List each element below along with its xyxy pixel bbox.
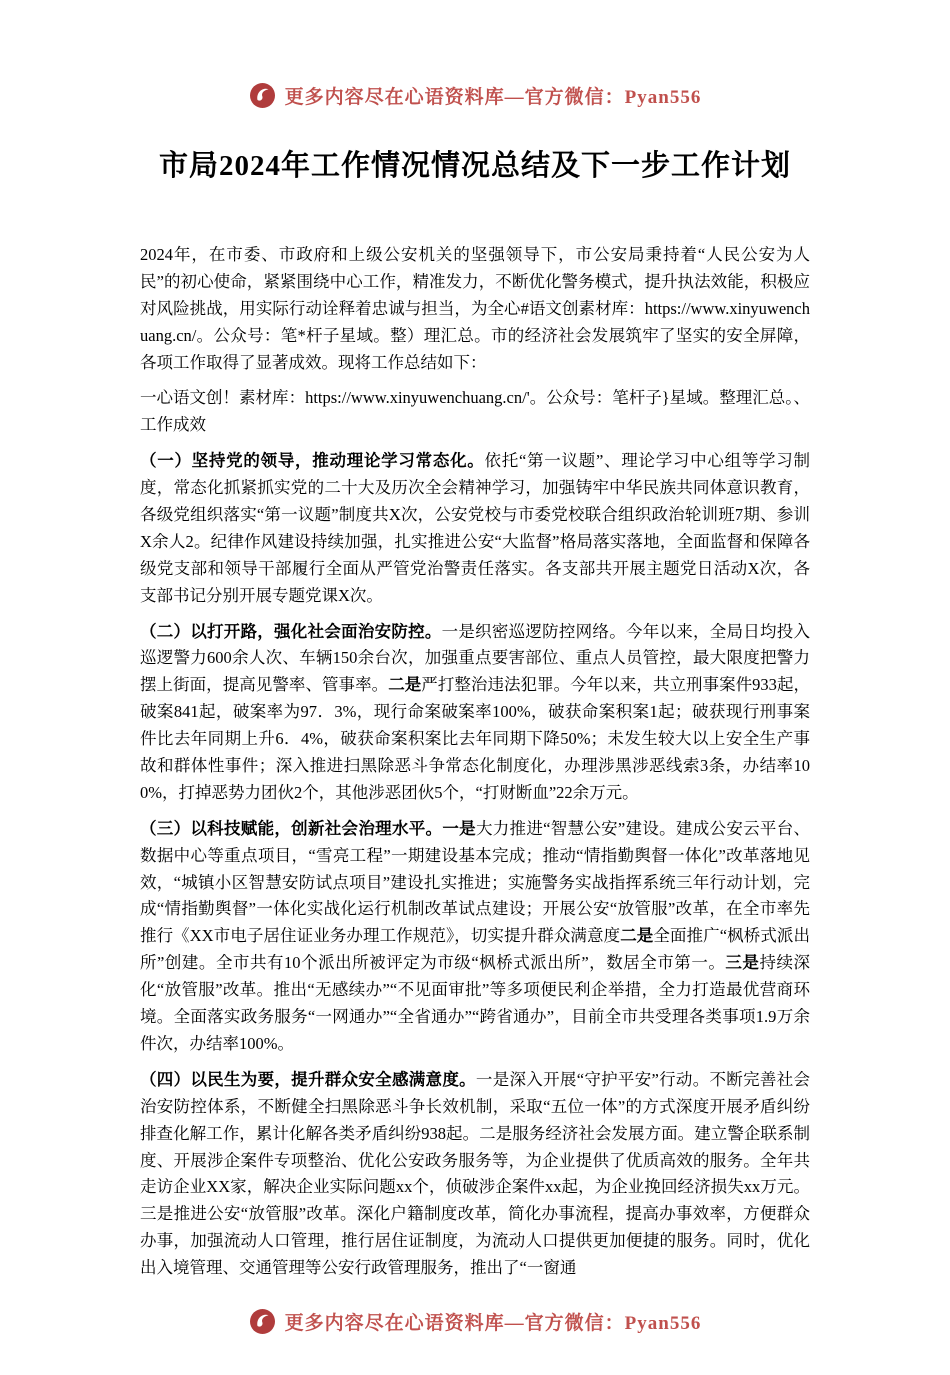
text-run: 依托“第一议题”、理论学习中心组等学习制度，常态化抓紧抓实党的二十大及历次全会精神学习，加强铸牢中华民族共同体意识教育，各级党组织落实“第一议题”制度共X次，公安党校与市委党校联合组织政治轮训班7期、参训X余人2。纪律作风建设持续加强，扎实推进公安“大监督”格局落实落地，全面监督和保障各级党支部和领导干部履行全面从严管党治警责任落实。各支部共开展主题党日活动X次，各支部书记分别开展专题党课X次。 — [140, 451, 811, 605]
bold-text-run: （四）以民生为要，提升群众安全感满意度。 — [140, 1069, 476, 1089]
text-run: 2024年，在市委、市政府和上级公安机关的坚强领导下，市公安局秉持着“人民公安为人民”的初心使命，紧紧围绕中心工作，精准发力，不断优化警务模式，提升执法效能，积极应对风险挑战，用实际行动诠释着忠诚与担当，为全心#语文创素材库：https://www.xinyuwenchuang.cn/。公众号：笔*杆子星域。整）理汇总。市的经济社会发展筑牢了坚实的安全屏障，各项工作取得了显著成效。现将工作总结如下： — [140, 245, 810, 372]
brand-logo-icon — [249, 1308, 276, 1335]
text-run: 严打整治违法犯罪。今年以来，共立刑事案件933起，破案841起，破案率为97．3%，现行命案破案率100%，破获命案积案1起；破获现行刑事案件比去年同期上升6．4%，破获命案积案比去年同期下降50%；未发生较大以上安全生产事故和群体性事件；深入推进扫黑除恶斗争常态化制度化，办理涉黑涉恶线索3条，办结率100%，打掉恶势力团伙2个，其他涉恶团伙5个，“打财断血”22余万元。 — [140, 675, 811, 802]
bold-text-run: 三是 — [725, 953, 760, 973]
paragraph — [140, 385, 810, 439]
paragraph — [140, 1067, 810, 1282]
document-body — [140, 242, 810, 1282]
bold-text-run: （三）以科技赋能，创新社会治理水平。 — [140, 818, 443, 838]
bold-text-run: （一）坚持党的领导，推动理论学习常态化。 — [140, 451, 485, 471]
text-run: 持续深化“放管服”改革。推出“无感续办”“不见面审批”等多项便民利企举措，全力打造最优营商环境。全面落实政务服务“一网通办”“全省通办”“跨省通办”，目前全市共受理各类事项1.9万余件次，办结率100%。 — [140, 953, 811, 1053]
watermark-text: 更多内容尽在心语资料库—官方微信：Pyan556 — [284, 1312, 702, 1334]
bold-text-run: 二是 — [620, 926, 654, 946]
text-run: 一心语文创！素材库：https://www.xinyuwenchuang.cn/'。公众号：笔杆子}星域。整理汇总。、工作成效 — [140, 388, 810, 435]
text-run: 全面推广“枫桥式派出所”创建。全市共有10个派出所被评定为市级“枫桥式派出所”，数居全市第一。 — [140, 926, 811, 973]
bold-text-run: （二）以打开路，强化社会面治安防控。 — [140, 621, 442, 641]
text-run: 一是织密巡逻防控网络。今年以来，全局日均投入巡逻警力600余人次、车辆150余台次，加强重点要害部位、重点人员管控，最大限度把警力摆上街面，提高见警率、管事率。 — [140, 621, 811, 695]
bold-text-run: 二是 — [388, 675, 422, 695]
watermark-header — [140, 82, 810, 109]
bold-text-run: 一是 — [442, 818, 476, 838]
text-run: 大力推进“智慧公安”建设。建成公安云平台、数据中心等重点项目，“雪亮工程”一期建设基本完成；推动“情指勤舆督一体化”改革落地见效，“城镇小区智慧安防试点项目”建设扎实推进；实施警务实战指挥系统三年行动计划，完成“情指勤舆督”一体化实战化运行机制改革试点建设；开展公安“放管服”改革，在全市率先推行《XX市电子居住证业务办理工作规范》，切实提升群众满意度 — [140, 818, 811, 946]
document-title: 市局2024年工作情况情况总结及下一步工作计划 — [158, 150, 791, 182]
paragraph — [140, 448, 810, 609]
text-run: 一是深入开展“守护平安”行动。不断完善社会治安防控体系，不断健全扫黑除恶斗争长效机制，采取“五位一体”的方式深度开展矛盾纠纷排查化解工作，累计化解各类矛盾纠纷938起。二是服务经济社会发展方面。建立警企联系制度、开展涉企案件专项整治、优化公安政务服务等，为企业提供了优质高效的服务。全年共走访企业XX家，解决企业实际问题xx个，侦破涉企案件xx起，为企业挽回经济损失xx万元。三是推进公安“放管服”改革。深化户籍制度改革，简化办事流程，提高办事效率，方便群众办事，加强流动人口管理，推行居住证制度，为流动人口提供更加便捷的服务。同时，优化出入境管理、交通管理等公安行政管理服务，推出了“一窗通 — [140, 1069, 810, 1278]
brand-logo-icon — [249, 82, 276, 109]
paragraph — [140, 816, 810, 1058]
paragraph — [140, 242, 810, 376]
paragraph — [140, 619, 810, 807]
watermark-text: 更多内容尽在心语资料库—官方微信：Pyan556 — [284, 87, 702, 108]
watermark-footer — [140, 1308, 810, 1335]
